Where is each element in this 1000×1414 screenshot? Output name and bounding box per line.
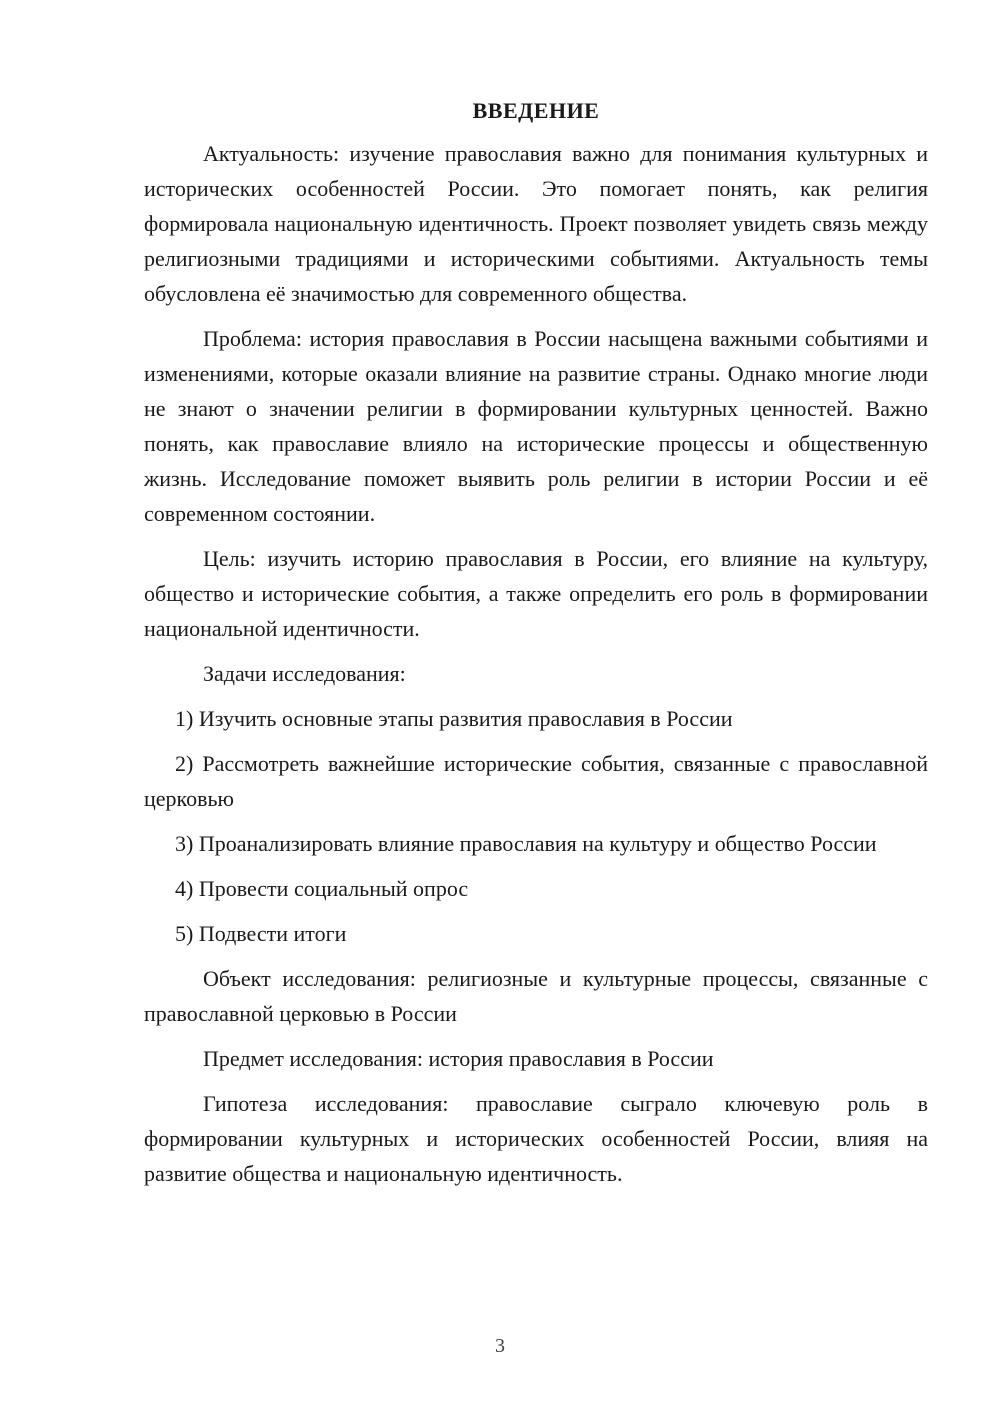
task-item-3: 3) Проанализировать влияние православия на культуру и общество России <box>175 831 877 856</box>
relevance-paragraph: Актуальность: изучение православия важно для понимания культурных и исторических особенностей России. Это помогает понять, как религия формировала национальную идентичность. Проект позволяет увидеть связь между религиозными традициями и историческими событиями. Актуальность темы обусловлена её значимостью для современного общества. <box>144 141 928 306</box>
hypothesis-paragraph: Гипотеза исследования: православие сыграло ключевую роль в формировании культурных и исторических особенностей России, влияя на развитие общества и национальную идентичность. <box>144 1091 928 1186</box>
object-paragraph: Объект исследования: религиозные и культурные процессы, связанные с православной церковью в России <box>144 966 928 1026</box>
task-item-1: 1) Изучить основные этапы развития православия в России <box>175 706 733 731</box>
section-title: ВВЕДЕНИЕ <box>472 98 600 123</box>
page-number: 3 <box>495 1335 505 1357</box>
task-item-2: 2) Рассмотреть важнейшие исторические события, связанные с православной церковью <box>144 751 928 811</box>
subject-paragraph: Предмет исследования: история православия в России <box>203 1046 714 1071</box>
problem-paragraph: Проблема: история православия в России насыщена важными событиями и изменениями, которые оказали влияние на развитие страны. Однако многие люди не знают о значении религии в формировании культурных ценностей. Важно понять, как православие влияло на исторические процессы и общественную жизнь. Исследование поможет выявить роль религии в истории России и её современном состоянии. <box>144 326 928 526</box>
tasks-heading: Задачи исследования: <box>203 661 406 686</box>
task-item-5: 5) Подвести итоги <box>175 921 347 946</box>
goal-paragraph: Цель: изучить историю православия в России, его влияние на культуру, общество и исторические события, а также определить его роль в формировании национальной идентичности. <box>144 546 928 641</box>
document-page <box>144 96 928 1201</box>
task-item-4: 4) Провести социальный опрос <box>175 876 469 901</box>
